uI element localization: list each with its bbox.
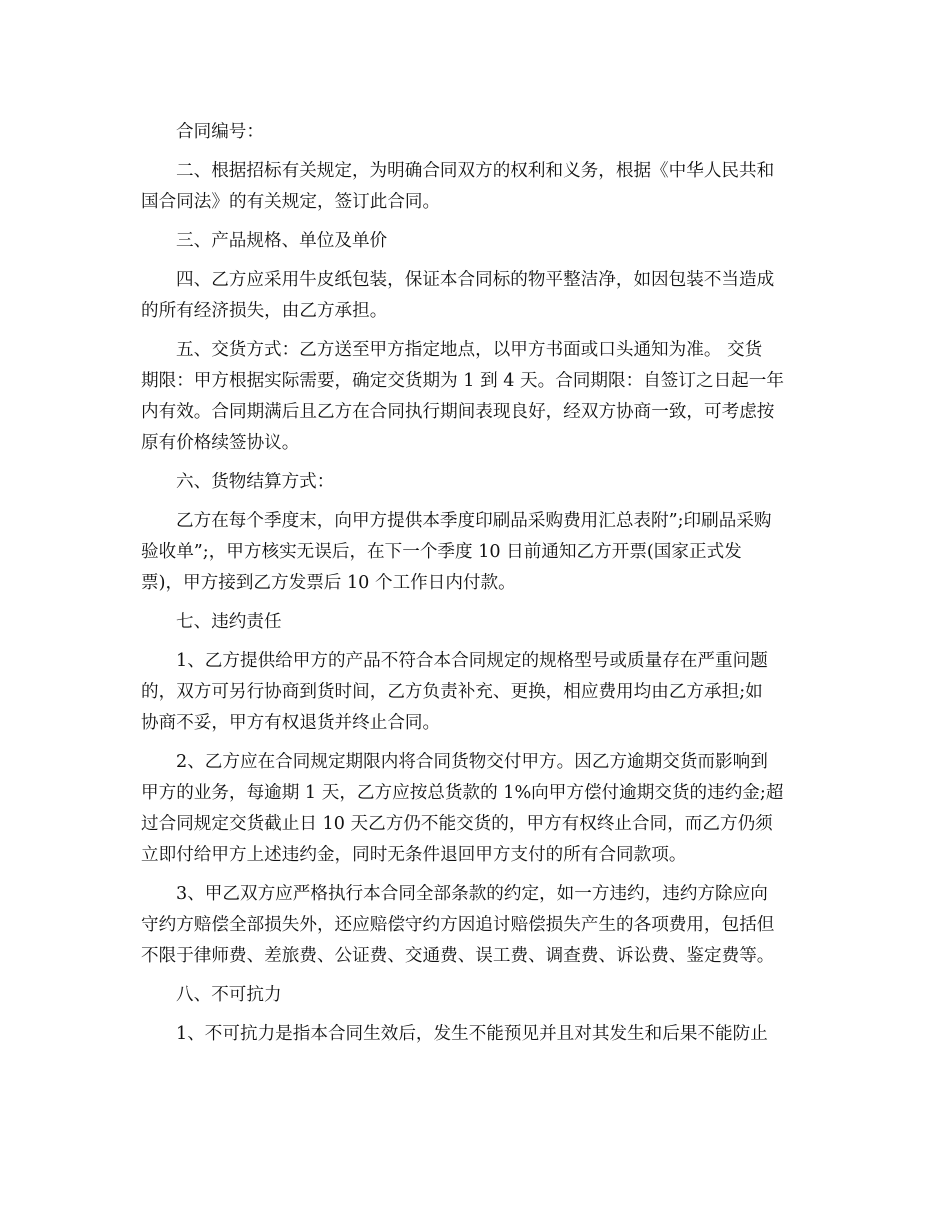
- clause-6-line-2: 验收单”;，甲方核实无误后，在下一个季度 10 日前通知乙方开票(国家正式发: [141, 542, 742, 562]
- clause-7-1-line-2: 的，双方可另行协商到货时间，乙方负责补充、更换，相应费用均由乙方承担;如: [141, 682, 763, 702]
- clause-5-line-3: 内有效。合同期满后且乙方在合同执行期间表现良好，经双方协商一致，可考虑按: [141, 402, 775, 422]
- document-body: [141, 117, 811, 1050]
- clause-7-2-line-2: 甲方的业务，每逾期 1 天，乙方应按总货款的 1%向甲方偿付逾期交货的违约金;超: [141, 783, 784, 803]
- clause-6-line-1: 乙方在每个季度末，向甲方提供本季度印刷品采购费用汇总表附”;印刷品采购: [176, 511, 772, 531]
- clause-5-line-4: 原有价格续签协议。: [141, 433, 300, 453]
- clause-6-line-3: 票)，甲方接到乙方发票后 10 个工作日内付款。: [141, 573, 516, 593]
- clause-6-heading: 六、货物结算方式：: [176, 472, 335, 492]
- clause-2-line-1: 二、根据招标有关规定，为明确合同双方的权利和义务，根据《中华人民共和: [176, 161, 775, 181]
- clause-7-3-line-3: 不限于律师费、差旅费、公证费、交通费、误工费、调查费、诉讼费、鉴定费等。: [141, 946, 775, 966]
- clause-5-line-2: 期限：甲方根据实际需要，确定交货期为 1 到 4 天。合同期限：自签订之日起一年: [141, 371, 784, 391]
- clause-7-1-line-3: 协商不妥，甲方有权退货并终止合同。: [141, 713, 441, 733]
- clause-7-1-line-1: 1、乙方提供给甲方的产品不符合本合同规定的规格型号或质量存在严重问题: [176, 651, 768, 671]
- clause-7-3-line-2: 守约方赔偿全部损失外，还应赔偿守约方因追讨赔偿损失产生的各项费用，包括但: [141, 915, 775, 935]
- clause-7-2-line-4: 立即付给甲方上述违约金，同时无条件退回甲方支付的所有合同款项。: [141, 845, 687, 865]
- clause-7-2-line-3: 过合同规定交货截止日 10 天乙方仍不能交货的，甲方有权终止合同，而乙方仍须: [141, 814, 773, 834]
- clause-3-heading: 三、产品规格、单位及单价: [176, 231, 388, 251]
- clause-7-3-line-1: 3、甲乙双方应严格执行本合同全部条款的约定，如一方违约，违约方除应向: [176, 884, 768, 904]
- clause-8-heading: 八、不可抗力: [176, 985, 282, 1005]
- clause-7-2-line-1: 2、乙方应在合同规定期限内将合同货物交付甲方。因乙方逾期交货而影响到: [176, 752, 768, 772]
- clause-4-line-2: 的所有经济损失，由乙方承担。: [141, 301, 388, 321]
- clause-8-1-line-1: 1、不可抗力是指本合同生效后，发生不能预见并且对其发生和后果不能防止: [176, 1024, 768, 1044]
- clause-4-line-1: 四、乙方应采用牛皮纸包装，保证本合同标的物平整洁净，如因包装不当造成: [176, 270, 775, 290]
- clause-5-line-1: 五、交货方式：乙方送至甲方指定地点，以甲方书面或口头通知为准。 交货: [176, 340, 763, 360]
- clause-7-heading: 七、违约责任: [176, 612, 282, 632]
- clause-2-line-2: 国合同法》的有关规定，签订此合同。: [141, 192, 441, 212]
- contract-number-label: 合同编号：: [176, 122, 264, 142]
